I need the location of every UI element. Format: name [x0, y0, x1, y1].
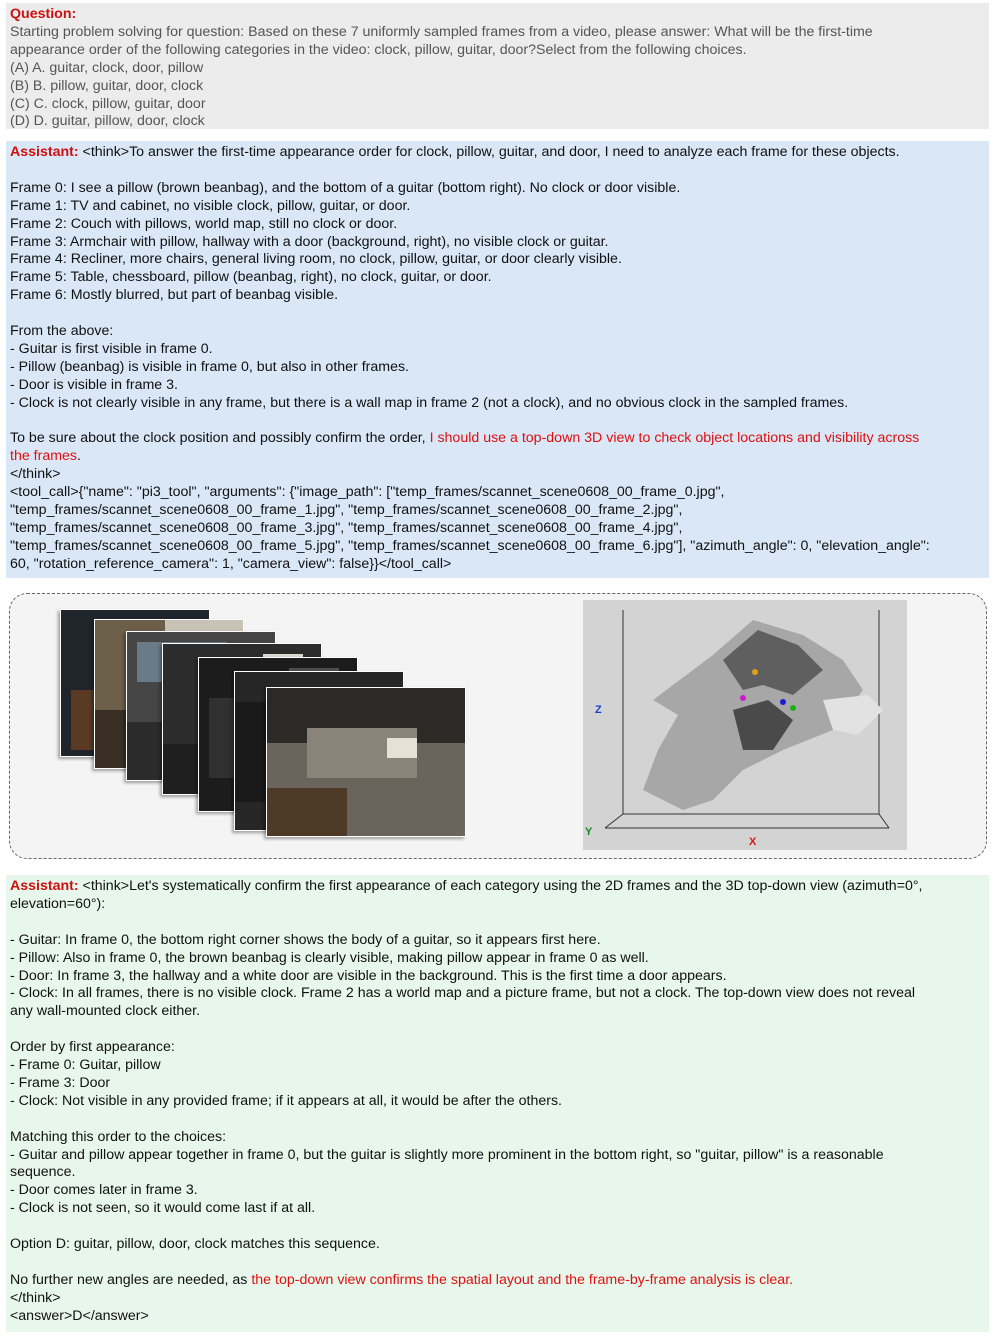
frame-observation: Frame 2: Couch with pillows, world map, still no clock or door.	[10, 215, 398, 232]
finding-item: any wall-mounted clock either.	[10, 1003, 201, 1020]
tobesure-highlight-2: the frames	[10, 448, 78, 465]
tool-call-line: <tool_call>{"name": "pi3_tool", "arguments": {"image_path": ["temp_frames/scannet_scene0608_00_frame_0.jpg",	[10, 484, 725, 501]
blank-line	[10, 1111, 985, 1129]
y-axis-label: Y	[585, 826, 593, 838]
frame-observation: Frame 1: TV and cabinet, no visible clock, pillow, guitar, or door.	[10, 197, 411, 214]
think-close: </think>	[10, 466, 61, 483]
blank-line	[10, 914, 985, 932]
choice-b: (B) B. pillow, guitar, door, clock	[10, 77, 204, 94]
assistant-turn-2	[6, 875, 989, 1332]
assistant-first-text: <think>To answer the first-time appearance order for clock, pillow, guitar, and door, I need to analyze each frame for these objects.	[78, 144, 900, 160]
blank-line	[10, 1021, 985, 1039]
tobesure-line-2	[10, 448, 985, 466]
tool-call-line: "temp_frames/scannet_scene0608_00_frame_1.jpg", "temp_frames/scannet_scene0608_00_frame_2.jpg",	[10, 502, 683, 519]
question-text-line: appearance order of the following categories in the video: clock, pillow, guitar, door?Select from the following choices.	[10, 41, 747, 58]
choice-d: (D) D. guitar, pillow, door, clock	[10, 113, 205, 130]
matching-item: - Clock is not seen, so it would come last if at all.	[10, 1200, 316, 1217]
assistant-first-line	[10, 878, 985, 896]
frame-thumbnail-6	[266, 687, 466, 837]
matching-heading: Matching this order to the choices:	[10, 1128, 227, 1145]
blank-line	[10, 305, 985, 323]
question-text-line: Starting problem solving for question: Based on these 7 uniformly sampled frames from a video, please answer: What will be the first-time	[10, 23, 873, 40]
finding-item: - Clock: In all frames, there is no visible clock. Frame 2 has a world map and a picture frame, but not a clock. The top-down view does not reveal	[10, 985, 916, 1002]
top-down-3d-view	[583, 600, 907, 850]
summary-item: - Guitar is first visible in frame 0.	[10, 340, 213, 357]
final-prefix: No further new angles are needed, as	[10, 1271, 252, 1288]
summary-heading: From the above:	[10, 323, 114, 340]
question-block	[6, 3, 989, 129]
blank-line	[10, 413, 985, 431]
x-axis-label: X	[749, 836, 757, 848]
assistant-role-label: Assistant:	[10, 878, 79, 894]
frame-observation: Frame 5: Table, chessboard, pillow (beanbag, right), no clock, guitar, or door.	[10, 269, 492, 286]
order-item: - Clock: Not visible in any provided frame; if it appears at all, it would be after the others.	[10, 1092, 562, 1109]
choice-a: (A) A. guitar, clock, door, pillow	[10, 59, 204, 76]
frame-stack	[60, 607, 470, 837]
tool-call-line: "temp_frames/scannet_scene0608_00_frame_3.jpg", "temp_frames/scannet_scene0608_00_frame_4.jpg",	[10, 519, 683, 536]
assistant-turn-1	[6, 141, 989, 578]
tobesure-highlight: I should use a top-down 3D view to check object locations and visibility across	[429, 430, 920, 447]
blank-line	[10, 162, 985, 180]
answer-line: <answer>D</answer>	[10, 1307, 149, 1324]
summary-item: - Clock is not clearly visible in any frame, but there is a wall map in frame 2 (not a clock), and no obvious clock in the sampled frames.	[10, 394, 849, 411]
choice-c: (C) C. clock, pillow, guitar, door	[10, 95, 206, 112]
finding-item: - Guitar: In frame 0, the bottom right corner shows the body of a guitar, so it appears first here.	[10, 931, 601, 948]
assistant-first-line	[10, 144, 985, 162]
order-item: - Frame 3: Door	[10, 1074, 111, 1091]
assistant-second-line: elevation=60°):	[10, 895, 106, 912]
tool-result-panel	[9, 593, 987, 859]
finding-item: - Door: In frame 3, the hallway and a white door are visible in the background. This is the first time a door appears.	[10, 967, 727, 984]
order-heading: Order by first appearance:	[10, 1039, 175, 1056]
frame-observation: Frame 4: Recliner, more chairs, general living room, no clock, pillow, guitar, or door clearly visible.	[10, 251, 622, 268]
final-highlight: the top-down view confirms the spatial layout and the frame-by-frame analysis is clear.	[251, 1271, 794, 1288]
final-line	[10, 1272, 985, 1290]
finding-item: - Pillow: Also in frame 0, the brown beanbag is clearly visible, making pillow appear in frame 0 as well.	[10, 949, 649, 966]
tool-call-line: 60, "rotation_reference_camera": 1, "camera_view": false}}</tool_call>	[10, 555, 452, 572]
tobesure-line	[10, 430, 985, 448]
matching-item: - Door comes later in frame 3.	[10, 1182, 198, 1199]
blank-line	[10, 1254, 985, 1272]
assistant-role-label: Assistant:	[10, 144, 79, 160]
z-axis-label: Z	[595, 704, 602, 716]
tobesure-prefix: To be sure about the clock position and possibly confirm the order,	[10, 430, 430, 447]
tool-call-line: "temp_frames/scannet_scene0608_00_frame_5.jpg", "temp_frames/scannet_scene0608_00_frame_6.jpg"], "azimuth_angle": 0, "elevation_angle":	[10, 537, 930, 554]
tobesure-end: .	[77, 448, 81, 465]
question-label: Question:	[10, 6, 77, 22]
summary-item: - Door is visible in frame 3.	[10, 376, 178, 393]
matching-item: - Guitar and pillow appear together in frame 0, but the guitar is slightly more prominent in the bottom right, so "guitar, pillow" is a reasonable	[10, 1146, 884, 1163]
frame-observation: Frame 3: Armchair with pillow, hallway with a door (background, right), no visible clock or guitar.	[10, 233, 609, 250]
frame-observation: Frame 6: Mostly blurred, but part of beanbag visible.	[10, 287, 339, 304]
option-line: Option D: guitar, pillow, door, clock matches this sequence.	[10, 1236, 380, 1253]
blank-line	[10, 1218, 985, 1236]
think-close: </think>	[10, 1289, 61, 1306]
summary-item: - Pillow (beanbag) is visible in frame 0, but also in other frames.	[10, 358, 410, 375]
frame-observation: Frame 0: I see a pillow (brown beanbag), and the bottom of a guitar (bottom right). No clock or door visible.	[10, 179, 681, 196]
order-item: - Frame 0: Guitar, pillow	[10, 1057, 161, 1074]
assistant-first-text: <think>Let's systematically confirm the first appearance of each category using the 2D frames and the 3D top-down view (azimuth=0°,	[78, 878, 923, 894]
matching-item: sequence.	[10, 1164, 76, 1181]
point-cloud-render	[583, 600, 907, 850]
